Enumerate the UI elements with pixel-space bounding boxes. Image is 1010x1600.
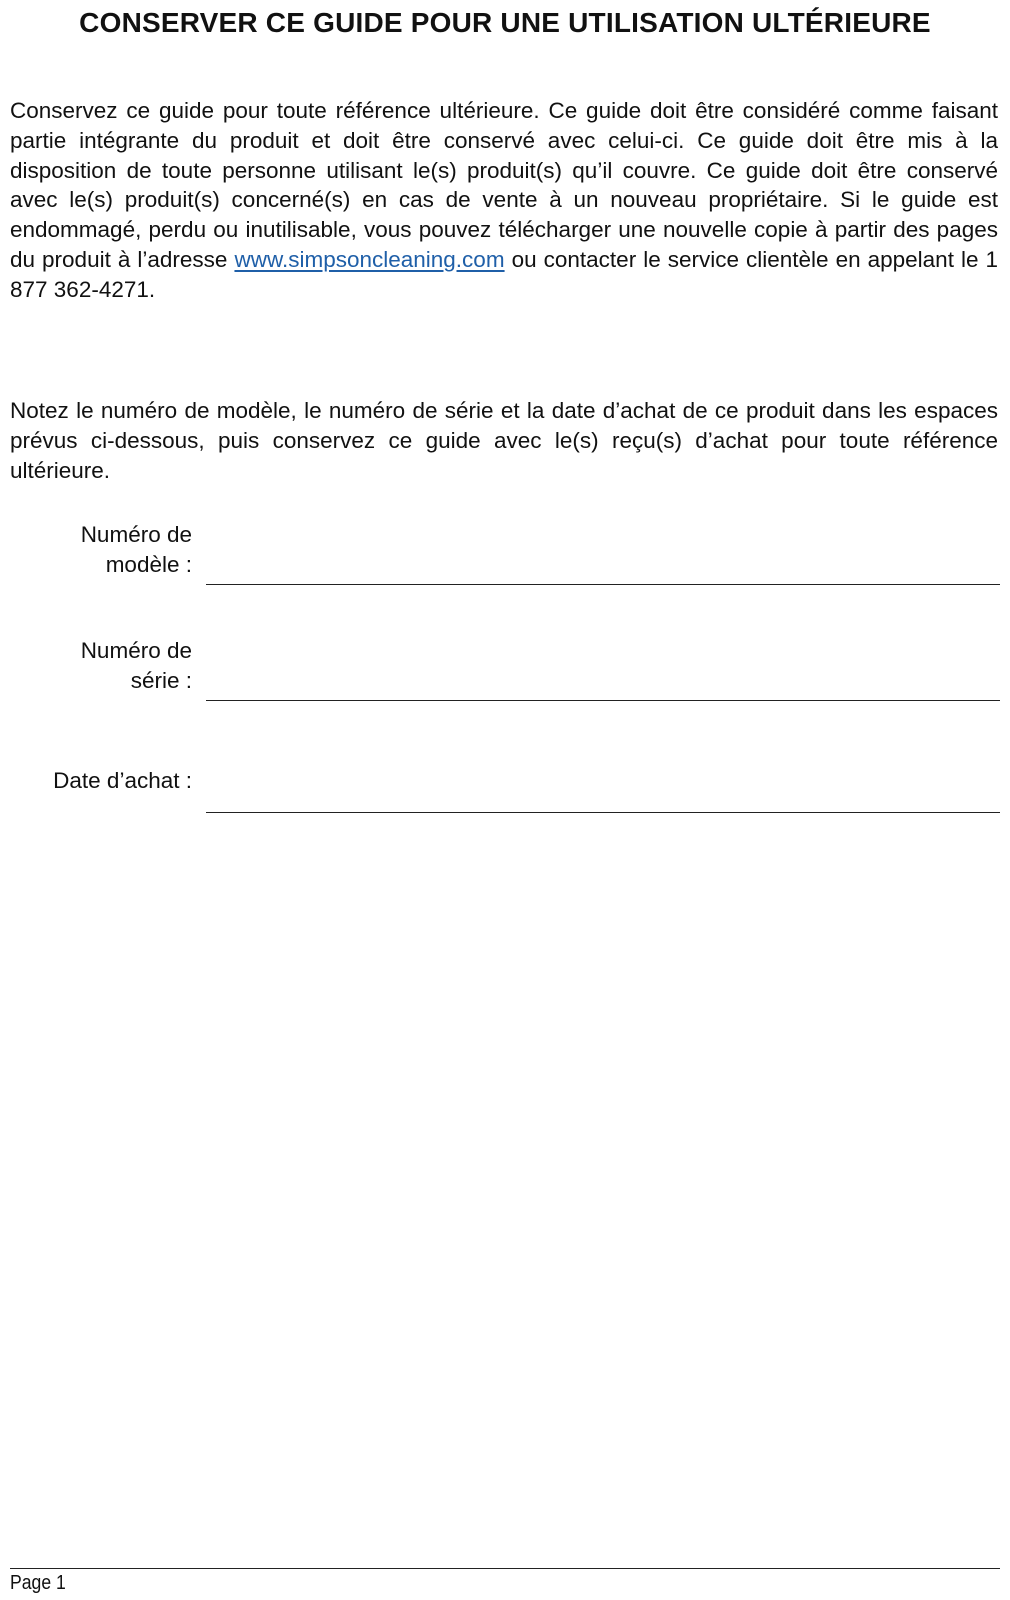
footer-divider xyxy=(10,1568,1000,1569)
page-title: CONSERVER CE GUIDE POUR UNE UTILISATION ULTÉRIEURE xyxy=(79,7,931,38)
model-number-label-line1: Numéro de xyxy=(80,522,192,547)
model-number-label xyxy=(2,520,192,580)
serial-number-label-line2: série : xyxy=(130,668,192,693)
intro-text-end: ou contacter le service clientèle en appelant le 1 877 362-4271. xyxy=(10,246,998,302)
purchase-date-field[interactable] xyxy=(206,812,1000,813)
serial-number-field[interactable] xyxy=(206,700,1000,701)
model-number-label-line2: modèle : xyxy=(105,552,192,577)
intro-text: Conservez ce guide pour toute référence ultérieure. Ce guide doit être considéré comme faisant partie intégrante du produit et doit être conservé avec celui-ci. Ce guide doit être mis à la disposition de toute personne utilisant le(s) produit(s) qu’il couvre. Ce guide doit être conservé avec le(s) produit(s) concerné(s) en cas de vente à un nouveau propriétaire. Si le guide est endommagé, perdu ou inutilisable, vous pouvez télécharger une nouvelle copie à partir des pages du produit à l’adresse xyxy=(10,98,998,272)
page-number: Page 1 xyxy=(10,1572,66,1594)
website-link[interactable]: www.simpsoncleaning.com xyxy=(234,246,505,272)
model-number-field[interactable] xyxy=(206,584,1000,585)
intro-paragraph xyxy=(10,96,998,305)
serial-number-label xyxy=(2,636,192,696)
purchase-date-label: Date d’achat : xyxy=(53,768,192,793)
serial-number-label-line1: Numéro de xyxy=(80,638,192,663)
instructions-paragraph: Notez le numéro de modèle, le numéro de série et la date d’achat de ce produit dans les espaces prévus ci-dessous, puis conservez ce guide avec le(s) reçu(s) d’achat pour toute référence ultérieure. xyxy=(10,398,998,483)
